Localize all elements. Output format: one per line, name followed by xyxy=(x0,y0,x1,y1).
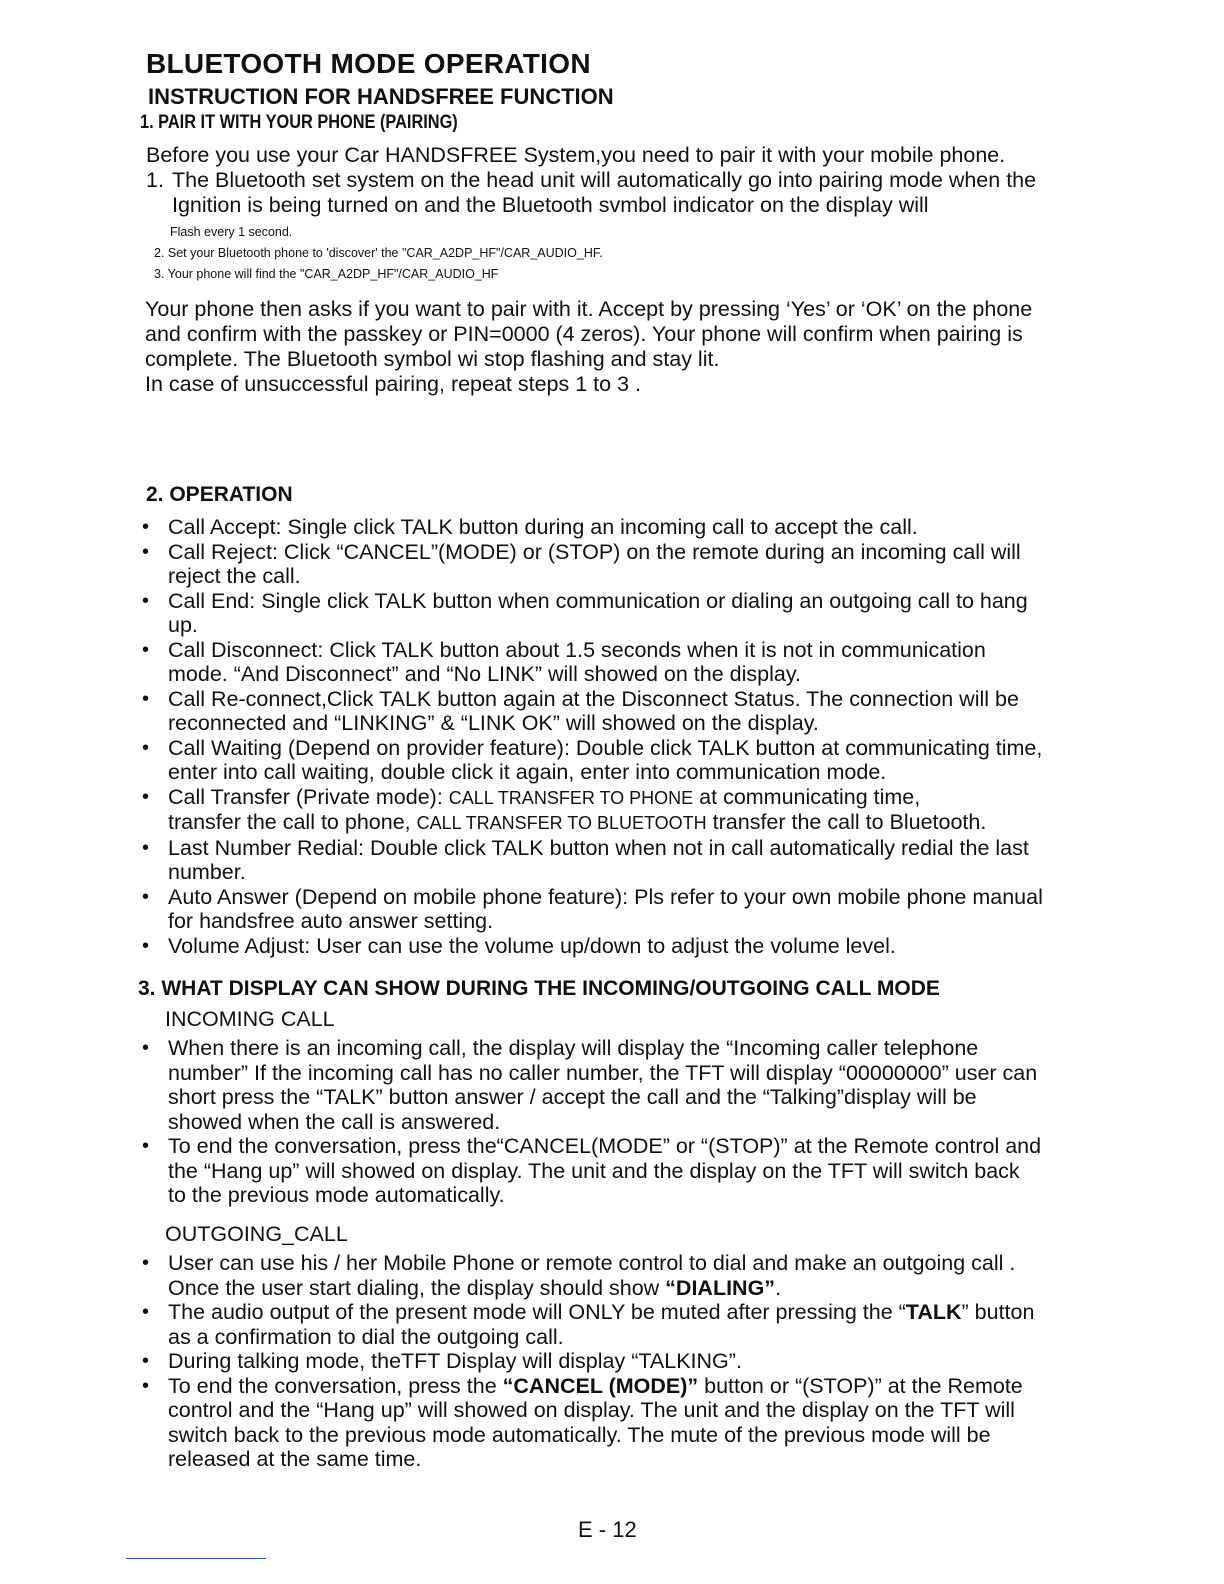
section3-heading: 3. WHAT DISPLAY CAN SHOW DURING THE INCOMING/OUTGOING CALL MODE xyxy=(138,977,940,1000)
section1-intro: Before you use your Car HANDSFREE System,you need to pair it with your mobile phone. xyxy=(146,143,1006,167)
section2-heading: 2. OPERATION xyxy=(146,483,293,506)
operation-list xyxy=(142,515,1043,958)
list-item-call-transfer: • Call Transfer (Private mode): CALL TRANSFER TO PHONE at communicating time, transfer the call to phone, CALL TRANSFER TO BLUETOOTH transfer the call to Bluetooth. xyxy=(142,784,987,834)
list-item: • Last Number Redial: Double click TALK button when not in call automatically redial the last number. xyxy=(142,835,1029,884)
list-item: • To end the conversation, press the “CANCEL (MODE)” button or “(STOP)” at the Remote control and the “Hang up” will showed on display. The unit and the display on the TFT will switch back to the previous mode automatically. The mute of the previous mode will be released at the same time. xyxy=(142,1373,1023,1471)
page-subtitle: INSTRUCTION FOR HANDSFREE FUNCTION xyxy=(148,84,614,109)
small-line3: 3. Your phone will find the "CAR_A2DP_HF"/CAR_AUDIO_HF xyxy=(154,267,499,281)
list-item: • Volume Adjust: User can use the volume up/down to adjust the volume level. xyxy=(142,933,896,958)
step1-line1: The Bluetooth set system on the head unit will automatically go into pairing mode when the xyxy=(172,168,1037,192)
list-item: • To end the conversation, press the“CANCEL(MODE” or “(STOP)” at the Remote control and the “Hang up” will showed on display. The unit and the display on the TFT will switch back to the previous mode automatically. xyxy=(142,1134,1042,1207)
pair-para-line2: and confirm with the passkey or PIN=0000 (4 zeros). Your phone will confirm when pairing is xyxy=(145,322,1023,346)
footer-rule xyxy=(126,1558,266,1559)
list-item: • Call Accept: Single click TALK button during an incoming call to accept the call. xyxy=(142,515,918,539)
incoming-call-label: INCOMING CALL xyxy=(165,1007,335,1031)
list-item: • User can use his / her Mobile Phone or remote control to dial and make an outgoing call . Once the user start dialing, the display should show “DIALING”. xyxy=(142,1251,1016,1300)
incoming-list xyxy=(142,1036,1102,1208)
list-item: • During talking mode, theTFT Display will display “TALKING”. xyxy=(142,1349,742,1373)
small-line2: 2. Set your Bluetooth phone to 'discover' the "CAR_A2DP_HF"/CAR_AUDIO_HF. xyxy=(154,246,603,260)
page-number: E - 12 xyxy=(578,1517,637,1542)
list-item: • When there is an incoming call, the display will display the “Incoming caller telephone number” If the incoming call has no caller number, the TFT will display “00000000” user can short press the “TALK” button answer / accept the call and the “Talking”display will be showed when the call is answered. xyxy=(142,1036,1038,1134)
pair-para-line3: complete. The Bluetooth symbol wi stop flashing and stay lit. xyxy=(145,347,720,371)
page-title: BLUETOOTH MODE OPERATION xyxy=(146,48,591,79)
list-item: • The audio output of the present mode will ONLY be muted after pressing the “TALK” button as a confirmation to dial the outgoing call. xyxy=(142,1300,1035,1349)
section1-heading: 1. PAIR IT WITH YOUR PHONE (PAIRING) xyxy=(140,112,458,133)
small-line1: Flash every 1 second. xyxy=(170,225,293,239)
pair-para2: In case of unsuccessful pairing, repeat steps 1 to 3 . xyxy=(145,372,641,396)
outgoing-list xyxy=(142,1251,1034,1472)
list-item: • Call Re-connect,Click TALK button again at the Disconnect Status. The connection will be reconnected and “LINKING” & “LINK OK” will showed on the display. xyxy=(142,686,1019,735)
step1-line2: Ignition is being turned on and the Bluetooth svmbol indicator on the display will xyxy=(172,193,929,217)
pair-para-line1: Your phone then asks if you want to pair with it. Accept by pressing ‘Yes’ or ‘OK’ on the phone xyxy=(145,297,1033,321)
list-item: • Call Reject: Click “CANCEL”(MODE) or (STOP) on the remote during an incoming call will reject the call. xyxy=(142,539,1021,588)
list-item: • Call End: Single click TALK button when communication or dialing an outgoing call to hang up. xyxy=(142,588,1028,637)
list-item: • Auto Answer (Depend on mobile phone feature): Pls refer to your own mobile phone manual for handsfree auto answer setting. xyxy=(142,884,1043,933)
list-item: • Call Disconnect: Click TALK button about 1.5 seconds when it is not in communication mode. “And Disconnect” and “No LINK” will showed on the display. xyxy=(142,637,986,686)
outgoing-call-label: OUTGOING_CALL xyxy=(165,1222,348,1246)
step1-number: 1. xyxy=(146,168,164,192)
list-item: • Call Waiting (Depend on provider feature): Double click TALK button at communicating time, enter into call waiting, double click it again, enter into communication mode. xyxy=(142,735,1043,784)
